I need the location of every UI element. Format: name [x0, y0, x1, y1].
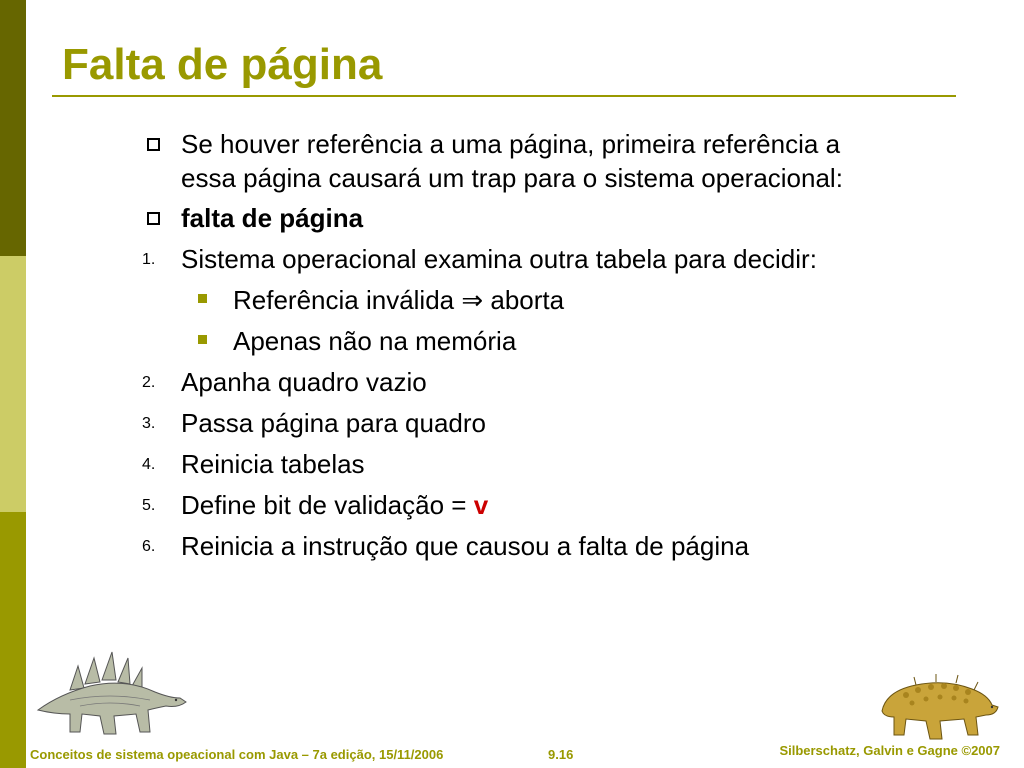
bullet-item-continuation: essa página causará um trap para o sistema operacional: [181, 163, 843, 193]
footer-copyright: Silberschatz, Galvin e Gagne ©2007 [779, 743, 1000, 758]
numbered-item: Apanha quadro vazio [181, 367, 427, 397]
side-bar-top [0, 0, 26, 256]
hollow-square-bullet-icon [147, 138, 160, 151]
numbered-item: Passa página para quadro [181, 408, 487, 438]
list-number: 5. [142, 497, 156, 514]
sub-bullet-item: Referência inválida ⇒ aborta [233, 285, 565, 315]
footer-book-title: Conceitos de sistema opeacional com Java – 7a edição, 15/11/2006 [30, 747, 444, 762]
bullet-item: falta de página [181, 203, 364, 233]
filled-square-bullet-icon [198, 335, 207, 344]
title-divider [52, 95, 956, 97]
list-number: 4. [142, 456, 156, 473]
sub-bullet-item: Apenas não na memória [233, 326, 517, 356]
numbered-item: Reinicia a instrução que causou a falta de página [181, 531, 750, 561]
numbered-item: Reinicia tabelas [181, 449, 365, 479]
bullet-item: Se houver referência a uma página, primeira referência a [181, 129, 841, 159]
numbered-item [181, 488, 488, 522]
filled-square-bullet-icon [198, 294, 207, 303]
validation-bit-value: v [473, 490, 489, 520]
footer-page-number: 9.16 [548, 747, 574, 762]
numbered-item-text: Define bit de validação = [181, 490, 474, 520]
side-bar-middle [0, 256, 26, 512]
list-number: 2. [142, 374, 156, 391]
stegosaurus-icon [30, 648, 190, 740]
side-bar-bottom [0, 512, 26, 768]
slide-title: Falta de página [62, 40, 383, 89]
ankylosaurus-icon [876, 673, 1000, 745]
list-number: 1. [142, 251, 156, 268]
hollow-square-bullet-icon [147, 212, 160, 225]
list-number: 3. [142, 415, 156, 432]
list-number: 6. [142, 538, 156, 555]
numbered-item: Sistema operacional examina outra tabela para decidir: [181, 244, 817, 274]
